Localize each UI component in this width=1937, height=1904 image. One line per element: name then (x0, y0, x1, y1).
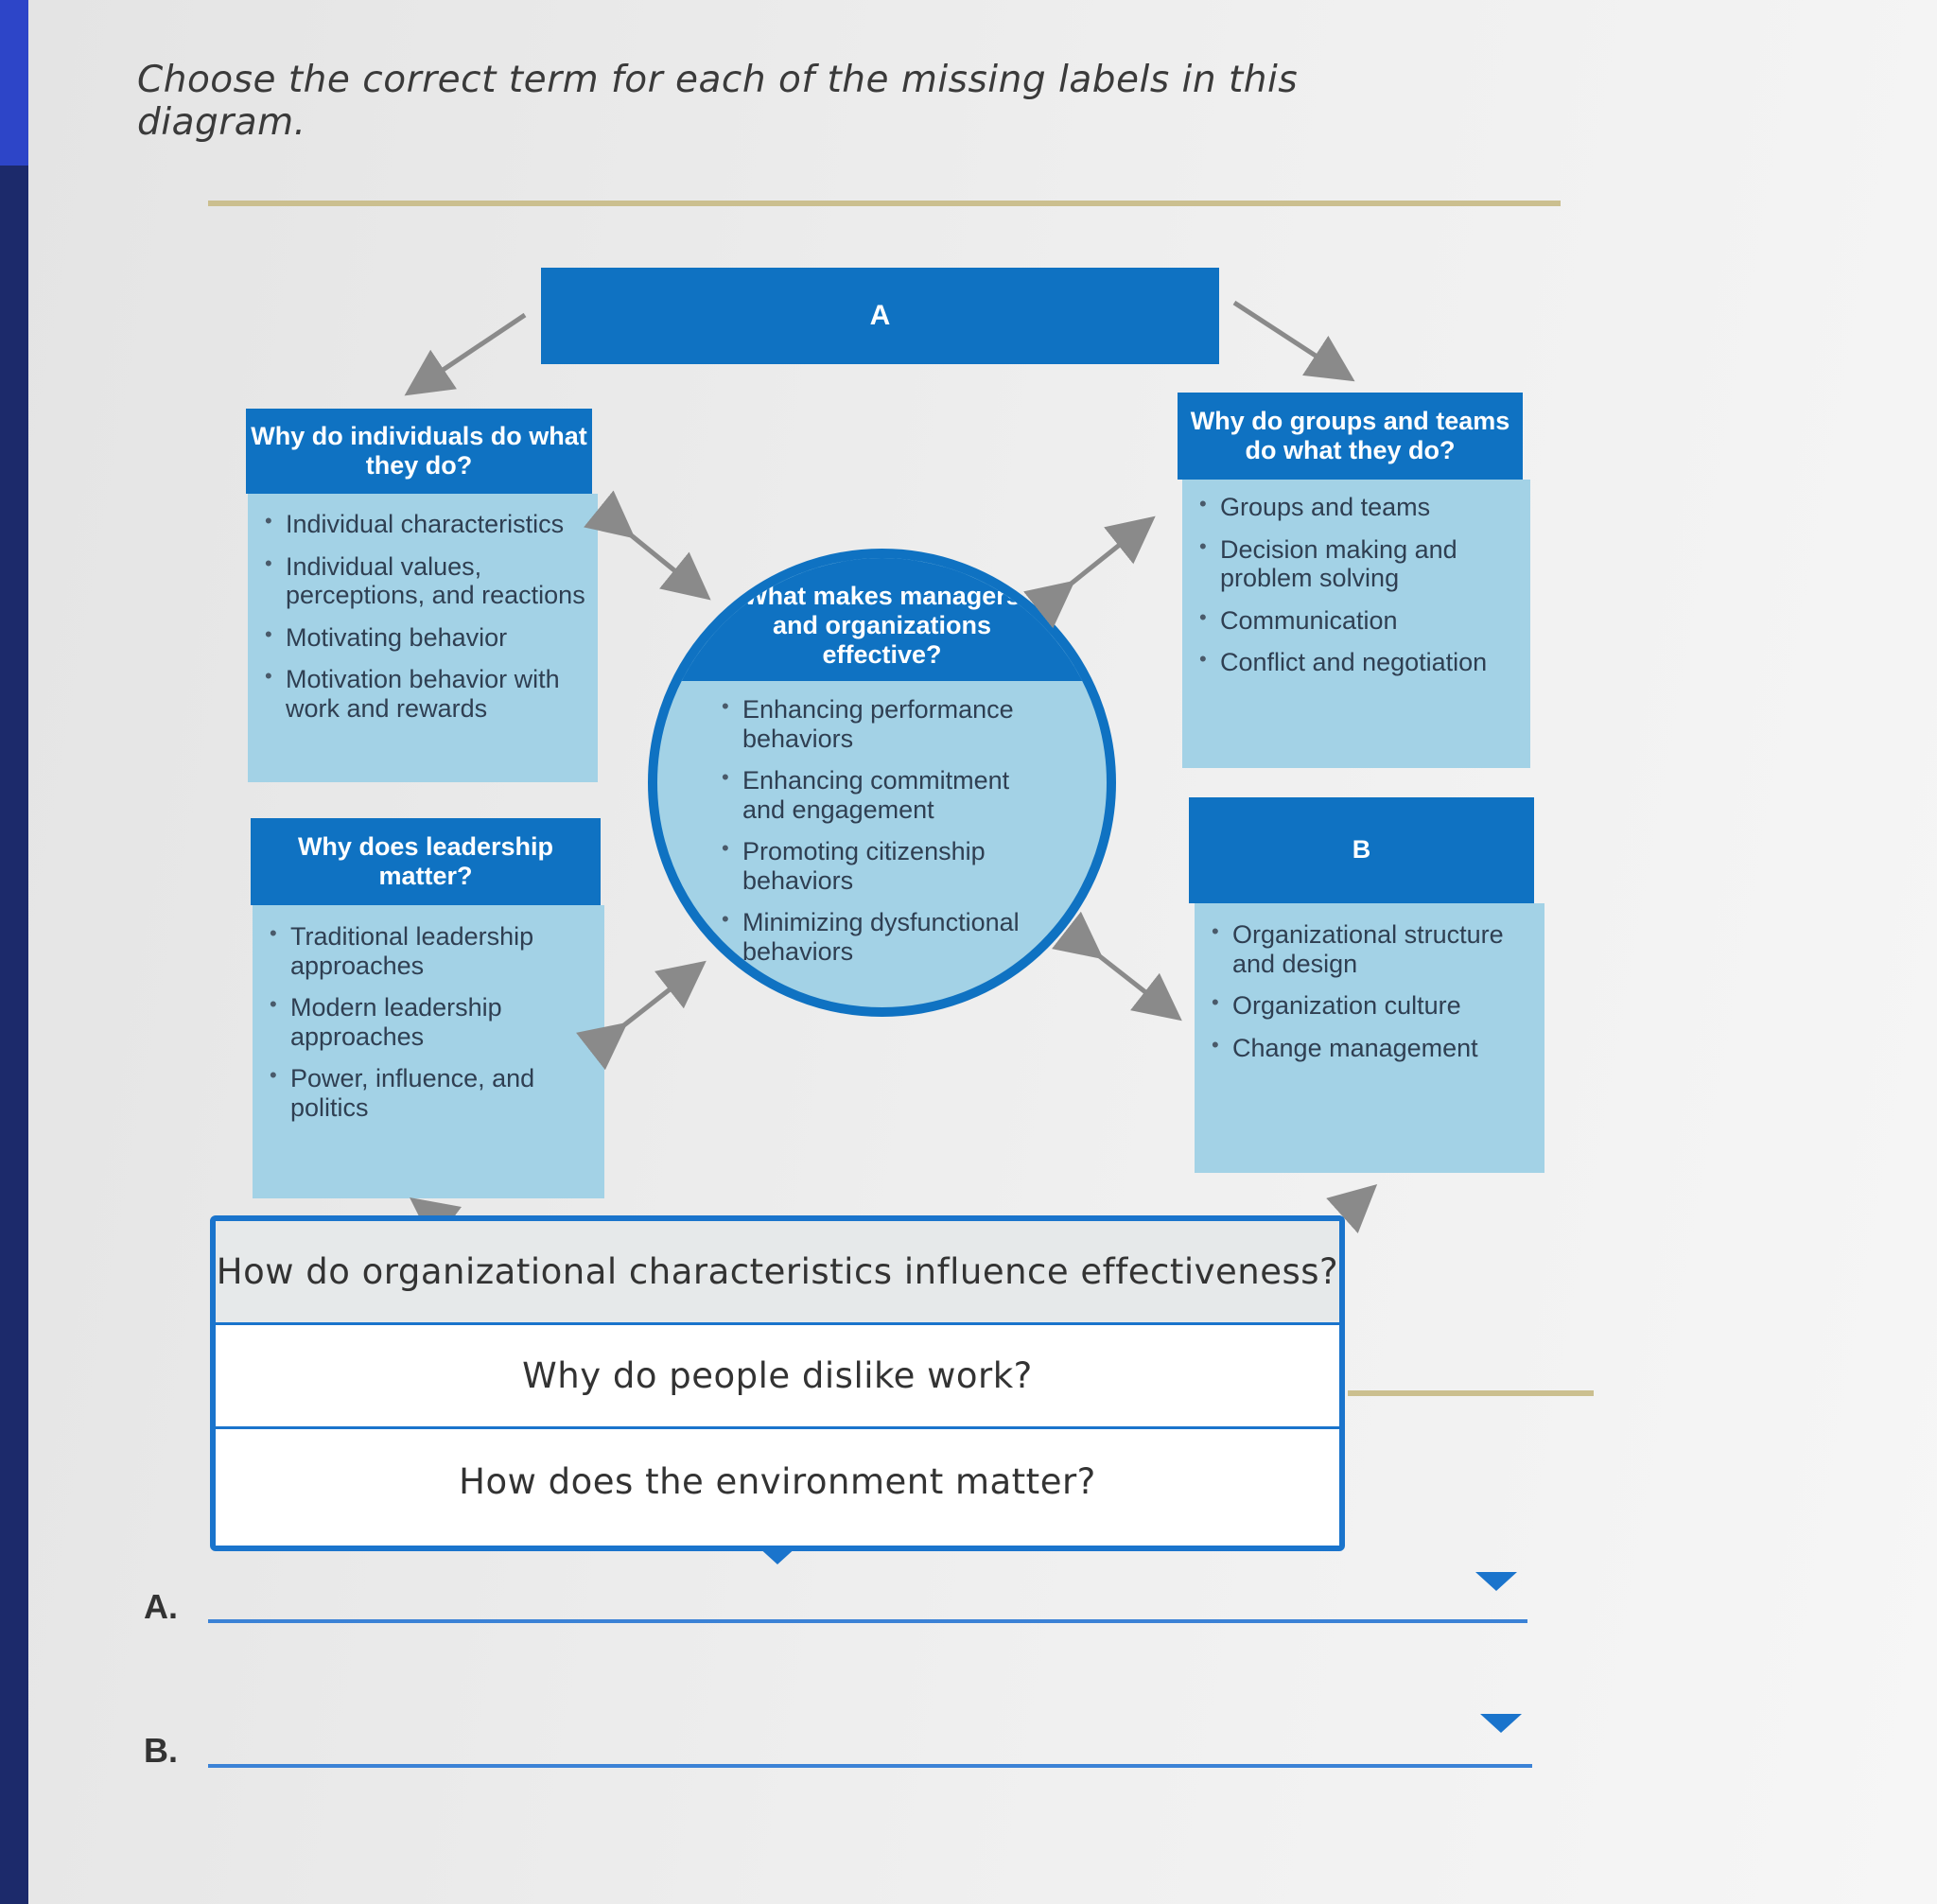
list-item: • Individual characteristics (286, 510, 588, 539)
list-item: • Enhancing commitment and engagement (742, 766, 1055, 824)
dropdown-pointer (757, 1546, 798, 1564)
chevron-down-icon[interactable] (1480, 1714, 1522, 1733)
label-b-text: B (1352, 835, 1371, 865)
list-item: • Decision making and problem solving (1220, 535, 1521, 593)
answer-b-select[interactable] (208, 1764, 1532, 1768)
label-a-text: A (869, 299, 891, 331)
arrow-leadership-circle (617, 969, 695, 1031)
list-item: • Communication (1220, 606, 1521, 636)
list-item: • Individual values, perceptions, and reactions (286, 552, 588, 610)
arrow-groups-circle (1064, 525, 1144, 589)
list-item: • Modern leadership approaches (290, 993, 595, 1051)
dropdown-option[interactable]: How do organizational characteristics influence effectiveness? (216, 1221, 1339, 1325)
list-item: • Groups and teams (1220, 493, 1521, 522)
list-item: • Motivating behavior (286, 623, 588, 653)
answer-a-label: A. (144, 1587, 178, 1626)
list-item: • Minimizing dysfunctional behaviors (742, 908, 1055, 966)
list-item: • Conflict and negotiation (1220, 648, 1521, 677)
answer-a-select[interactable] (208, 1619, 1527, 1623)
arrow-org-circle (1092, 951, 1171, 1012)
arrow-individuals-circle (624, 530, 700, 591)
leadership-title: Why does leadership matter? (297, 831, 554, 890)
answer-dropdown-list[interactable] (210, 1215, 1345, 1551)
list-item: • Motivation behavior with work and rewards (286, 665, 588, 723)
question-instruction: Choose the correct term for each of the missing labels in this diagram. (137, 59, 1299, 144)
list-item: • Organizational structure and design (1232, 920, 1535, 978)
dropdown-option[interactable]: Why do people dislike work? (216, 1325, 1339, 1429)
arrow-a-to-individuals (416, 315, 525, 388)
list-item: • Promoting citizenship behaviors (742, 837, 1055, 895)
answer-b-label: B. (144, 1731, 178, 1770)
chevron-down-icon[interactable] (1475, 1572, 1517, 1591)
list-item: • Change management (1232, 1034, 1535, 1063)
circle-title: What makes managers and organizations effective? (743, 581, 1021, 669)
list-item: • Organization culture (1232, 991, 1535, 1021)
arrow-to-org (1348, 1194, 1367, 1211)
individuals-title: Why do individuals do what they do? (251, 421, 587, 480)
arrow-a-to-groups (1234, 303, 1343, 374)
list-item: • Enhancing performance behaviors (742, 695, 1055, 753)
list-item: • Power, influence, and politics (290, 1064, 595, 1122)
dropdown-option[interactable]: How does the environment matter? (459, 1460, 1096, 1502)
groups-title: Why do groups and teams do what they do? (1190, 406, 1510, 464)
list-item: • Traditional leadership approaches (290, 922, 595, 980)
